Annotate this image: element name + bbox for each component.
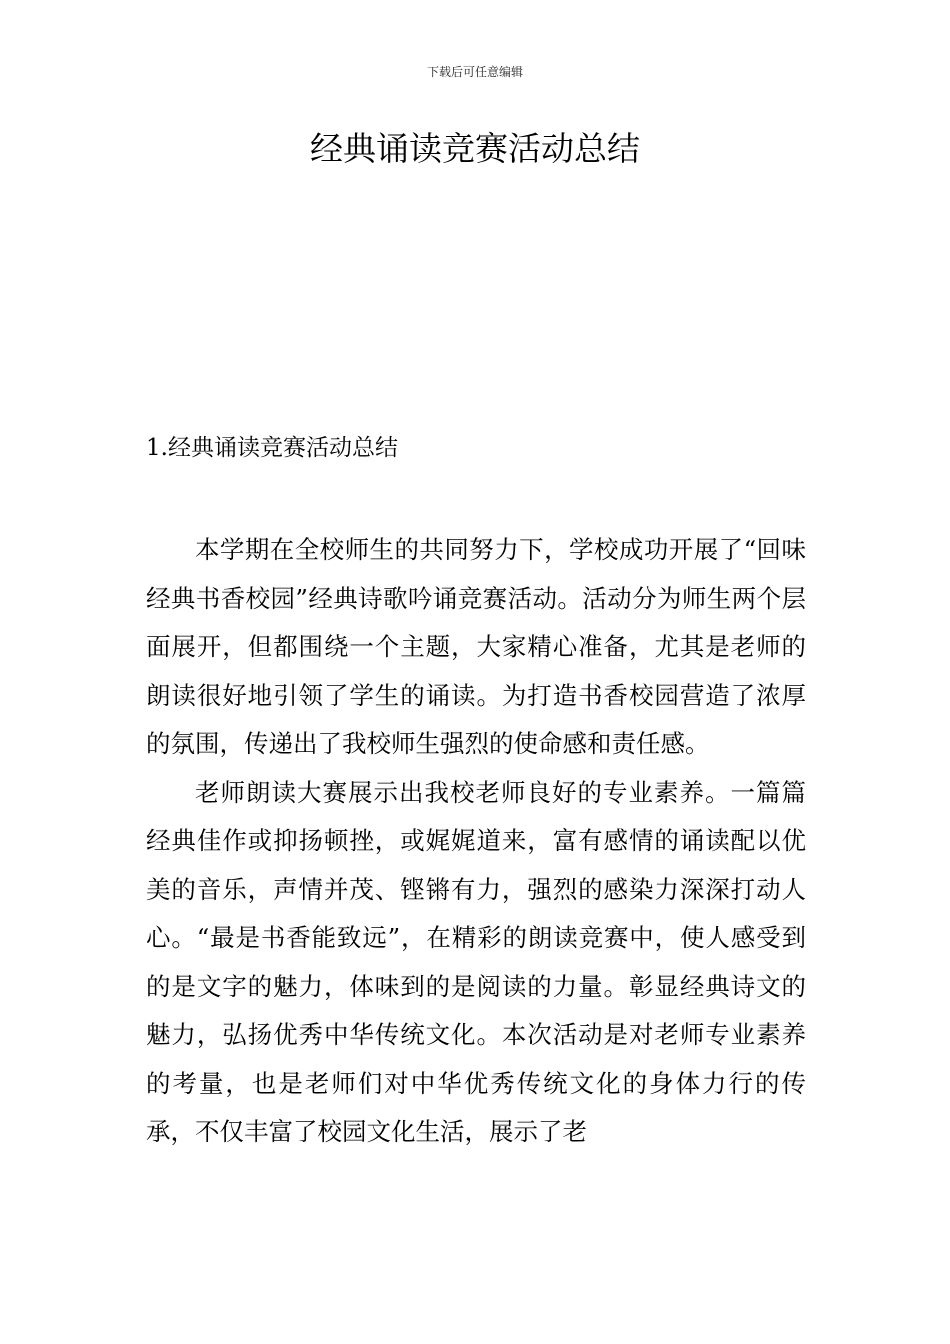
document-title: 经典诵读竞赛活动总结 — [310, 129, 640, 168]
section-heading: 1.经典诵读竞赛活动总结 — [146, 435, 398, 461]
paragraph-2: 老师朗读大赛展示出我校老师良好的专业素养。一篇篇经典佳作或抑扬顿挫，或娓娓道来，富有感情的诵读配以优美的音乐，声情并茂、铿锵有力，强烈的感染力深深打动人心。“最是书香能致远”，在精彩的朗读竞赛中，使人感受到的是文字的魅力，体味到的是阅读的力量。彰显经典诗文的魅力，弘扬优秀中华传统文化。本次活动是对老师专业素养的考量，也是老师们对中华优秀传统文化的身体力行的传承，不仅丰富了校园文化生活，展示了老 — [146, 777, 806, 1146]
body-text — [146, 526, 806, 1157]
paragraph-1: 本学期在全校师生的共同努力下，学校成功开展了“回味经典书香校园”经典诗歌吟诵竞赛活动。活动分为师生两个层面展开，但都围绕一个主题，大家精心准备，尤其是老师的朗读很好地引领了学生的诵读。为打造书香校园营造了浓厚的氛围，传递出了我校师生强烈的使命感和责任感。 — [146, 535, 806, 758]
header-note: 下载后可任意编辑 — [426, 65, 523, 79]
